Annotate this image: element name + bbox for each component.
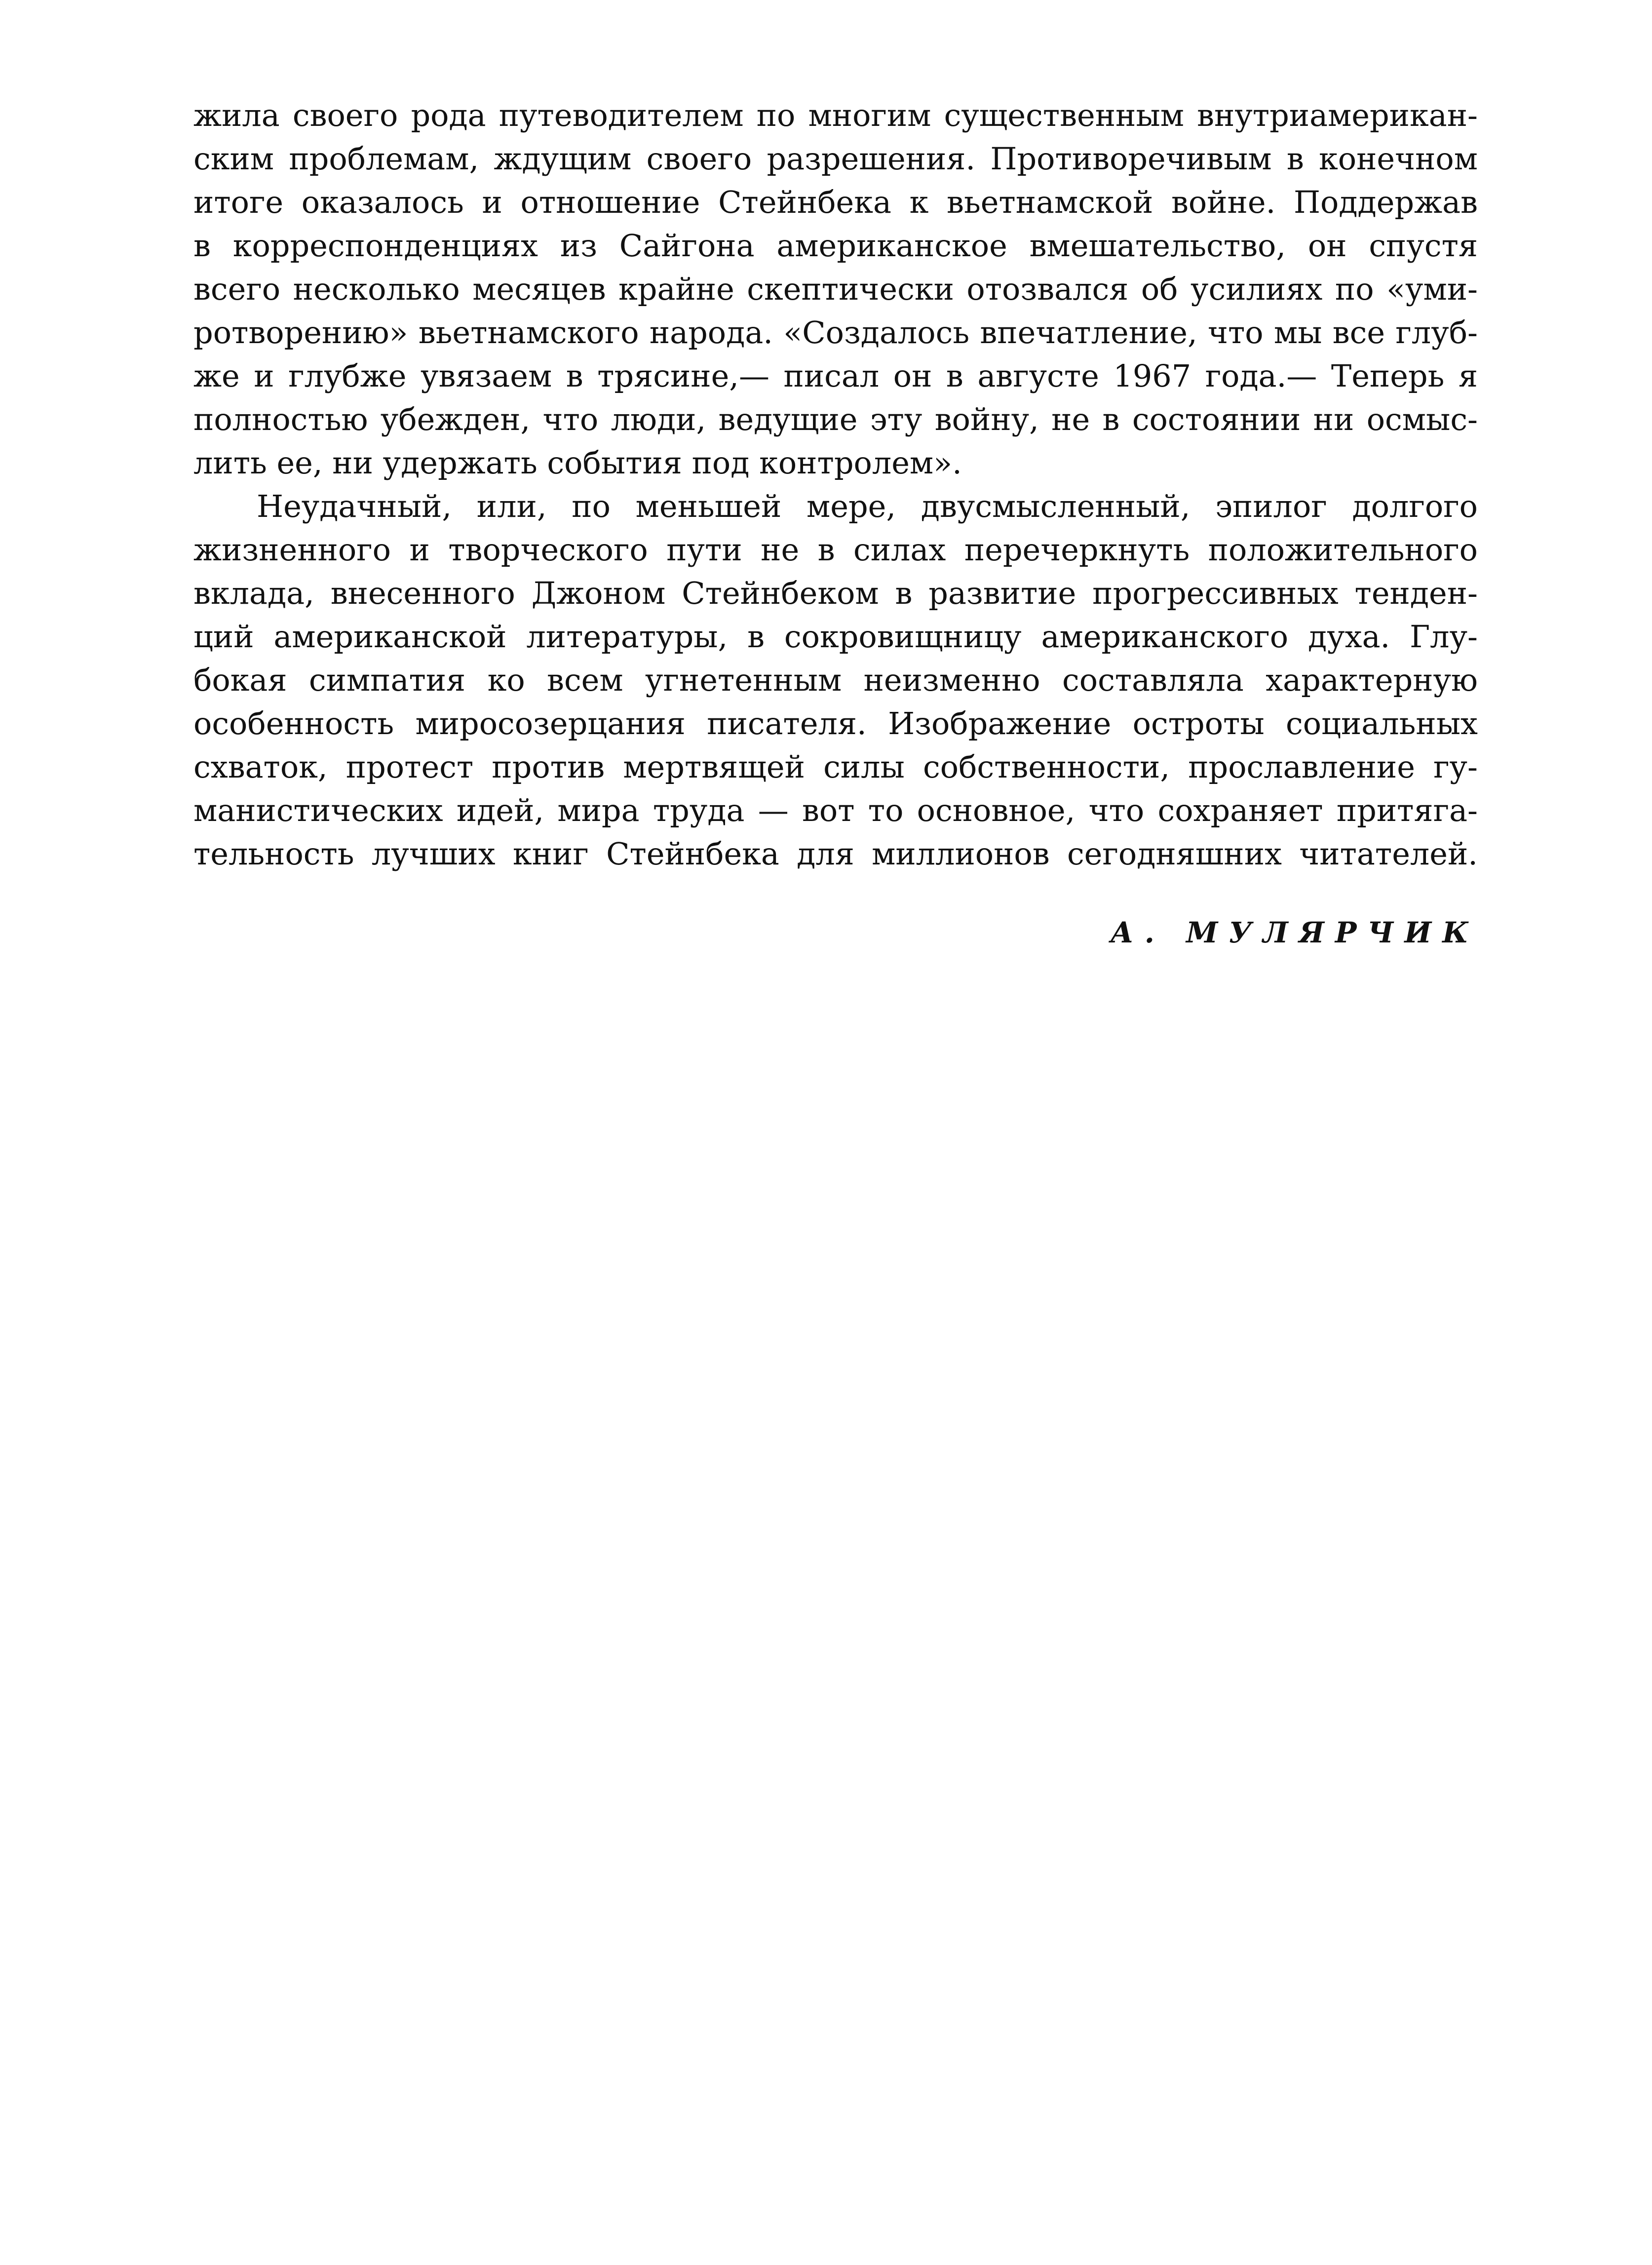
text-line: полностью убежден, что люди, ведущие эту войну, не в состоянии ни осмыс- — [193, 401, 1478, 437]
text-line: всего несколько месяцев крайне скептически отозвался об усилиях по «уми- — [193, 271, 1478, 307]
text-line: в корреспонденциях из Сайгона американское вмешательство, он спустя — [193, 228, 1478, 264]
text-line: жизненного и творческого пути не в силах перечеркнуть положительного — [193, 532, 1478, 568]
text-line: же и глубже увязаем в трясине,— писал он в августе 1967 года.— Теперь я — [193, 358, 1478, 394]
text-line: ским проблемам, ждущим своего разрешения. Противоречивым в конечном — [193, 141, 1478, 177]
text-line: жила своего рода путеводителем по многим существенным внутриамерикан- — [193, 97, 1478, 133]
text-line: итоге оказалось и отношение Стейнбека к вьетнамской войне. Поддержав — [193, 184, 1478, 220]
text-line: Неудачный, или, по меньшей мере, двусмысленный, эпилог долгого — [257, 488, 1478, 524]
text-line: ций американской литературы, в сокровищницу американского духа. Глу- — [193, 619, 1478, 655]
body-text — [193, 94, 1478, 876]
text-line: вклада, внесенного Джоном Стейнбеком в развитие прогрессивных тенден- — [193, 575, 1478, 611]
text-line: манистических идей, мира труда — вот то основное, что сохраняет притяга- — [193, 792, 1478, 828]
text-line: лить ее, ни удержать события под контролем». — [193, 445, 962, 481]
author-signature: А. МУЛЯРЧИК — [1110, 916, 1479, 949]
text-line: тельность лучших книг Стейнбека для миллионов сегодняшних читателей. — [193, 836, 1478, 872]
text-line: бокая симпатия ко всем угнетенным неизменно составляла характерную — [193, 662, 1478, 698]
text-line: ротворению» вьетнамского народа. «Создалось впечатление, что мы все глуб- — [193, 314, 1478, 351]
text-line: особенность миросозерцания писателя. Изображение остроты социальных — [193, 705, 1478, 742]
text-line: схваток, протест против мертвящей силы собственности, прославление гу- — [193, 749, 1478, 785]
